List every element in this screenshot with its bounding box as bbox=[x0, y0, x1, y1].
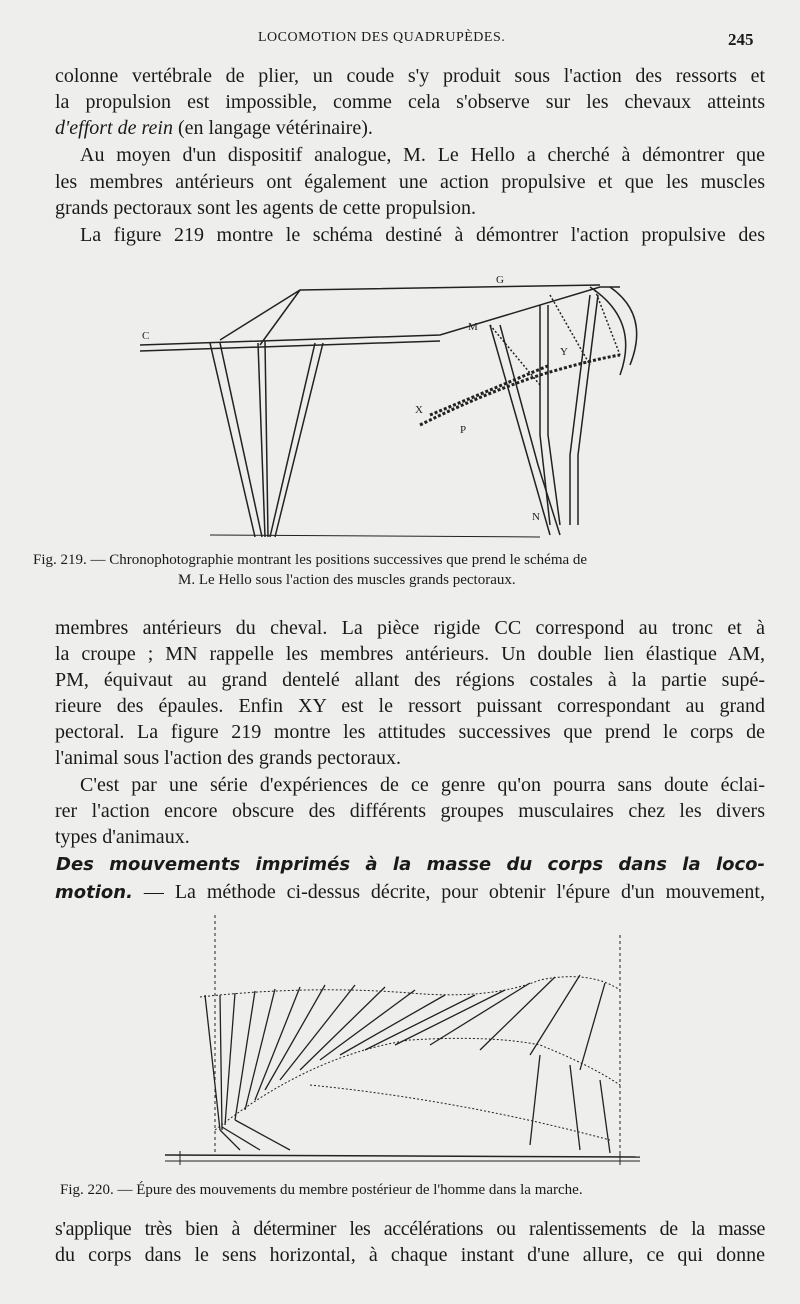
figure-label-g: G bbox=[496, 274, 504, 286]
text-line: rieure des épaules. Enfin XY est le ressort puissant correspondant au grand bbox=[55, 695, 765, 717]
figure-219-caption-line2: M. Le Hello sous l'action des muscles grands pectoraux. bbox=[178, 572, 516, 588]
text-line: s'applique très bien à déterminer les accélérations ou ralentissements de la masse bbox=[55, 1218, 765, 1240]
text-line: PM, équivaut au grand dentelé allant des régions costales à la partie supé- bbox=[55, 669, 765, 691]
text-span: — La méthode ci-dessus décrite, pour obtenir l'épure d'un mouvement, bbox=[132, 881, 765, 903]
running-title: LOCOMOTION DES QUADRUPÈDES. bbox=[258, 30, 506, 45]
text-line: Au moyen d'un dispositif analogue, M. Le Hello a cherché à démontrer que bbox=[80, 144, 765, 166]
text-line: l'animal sous l'action des grands pectoraux. bbox=[55, 747, 402, 769]
text-line: du corps dans le sens horizontal, à chaque instant d'une allure, ce qui donne bbox=[55, 1244, 765, 1266]
figure-label-x: X bbox=[415, 404, 423, 416]
figure-label-p: P bbox=[460, 424, 467, 436]
figure-label-m: M bbox=[468, 321, 478, 333]
text-line: la croupe ; MN rappelle les membres antérieurs. Un double lien élastique AM, bbox=[55, 643, 765, 665]
figure-label-n: N bbox=[532, 511, 540, 523]
figure-220-drawing bbox=[160, 915, 660, 1170]
text-line: rer l'action encore obscure des différents groupes musculaires chez les divers bbox=[55, 800, 765, 822]
text-line: La figure 219 montre le schéma destiné à démontrer l'action propulsive des bbox=[80, 224, 765, 246]
text-line bbox=[55, 880, 765, 905]
figure-219-caption-line1: Fig. 219. — Chronophotographie montrant les positions successives que prend le schéma de bbox=[33, 552, 588, 568]
text-line: types d'animaux. bbox=[55, 826, 190, 848]
text-line: C'est par une série d'expériences de ce genre qu'on pourra sans doute éclai- bbox=[80, 774, 765, 796]
text-line: membres antérieurs du cheval. La pièce rigide CC correspond au tronc et à bbox=[55, 617, 765, 639]
figure-label-c: C bbox=[142, 330, 150, 342]
italic-term: d'effort de rein bbox=[55, 117, 173, 139]
figure-label-y: Y bbox=[560, 346, 568, 358]
text-span: (en langage vétérinaire). bbox=[172, 117, 373, 139]
text-line: pectoral. La figure 219 montre les attitudes successives que prend le corps de bbox=[55, 721, 765, 743]
section-heading-end: motion. bbox=[55, 882, 133, 903]
page-number: 245 bbox=[728, 30, 754, 49]
figure-220-caption: Fig. 220. — Épure des mouvements du membre postérieur de l'homme dans la marche. bbox=[60, 1182, 583, 1198]
text-line: la propulsion est impossible, comme cela s'observe sur les chevaux atteints bbox=[55, 91, 765, 113]
text-line: les membres antérieurs ont également une action propulsive et que les muscles bbox=[55, 171, 765, 193]
text-line: grands pectoraux sont les agents de cette propulsion. bbox=[55, 197, 476, 219]
section-heading: Des mouvements imprimés à la masse du corps dans la loco- bbox=[56, 854, 765, 875]
text-line: colonne vertébrale de plier, un coude s'y produit sous l'action des ressorts et bbox=[55, 65, 765, 87]
figure-219-drawing bbox=[120, 265, 680, 545]
text-line bbox=[55, 116, 765, 140]
